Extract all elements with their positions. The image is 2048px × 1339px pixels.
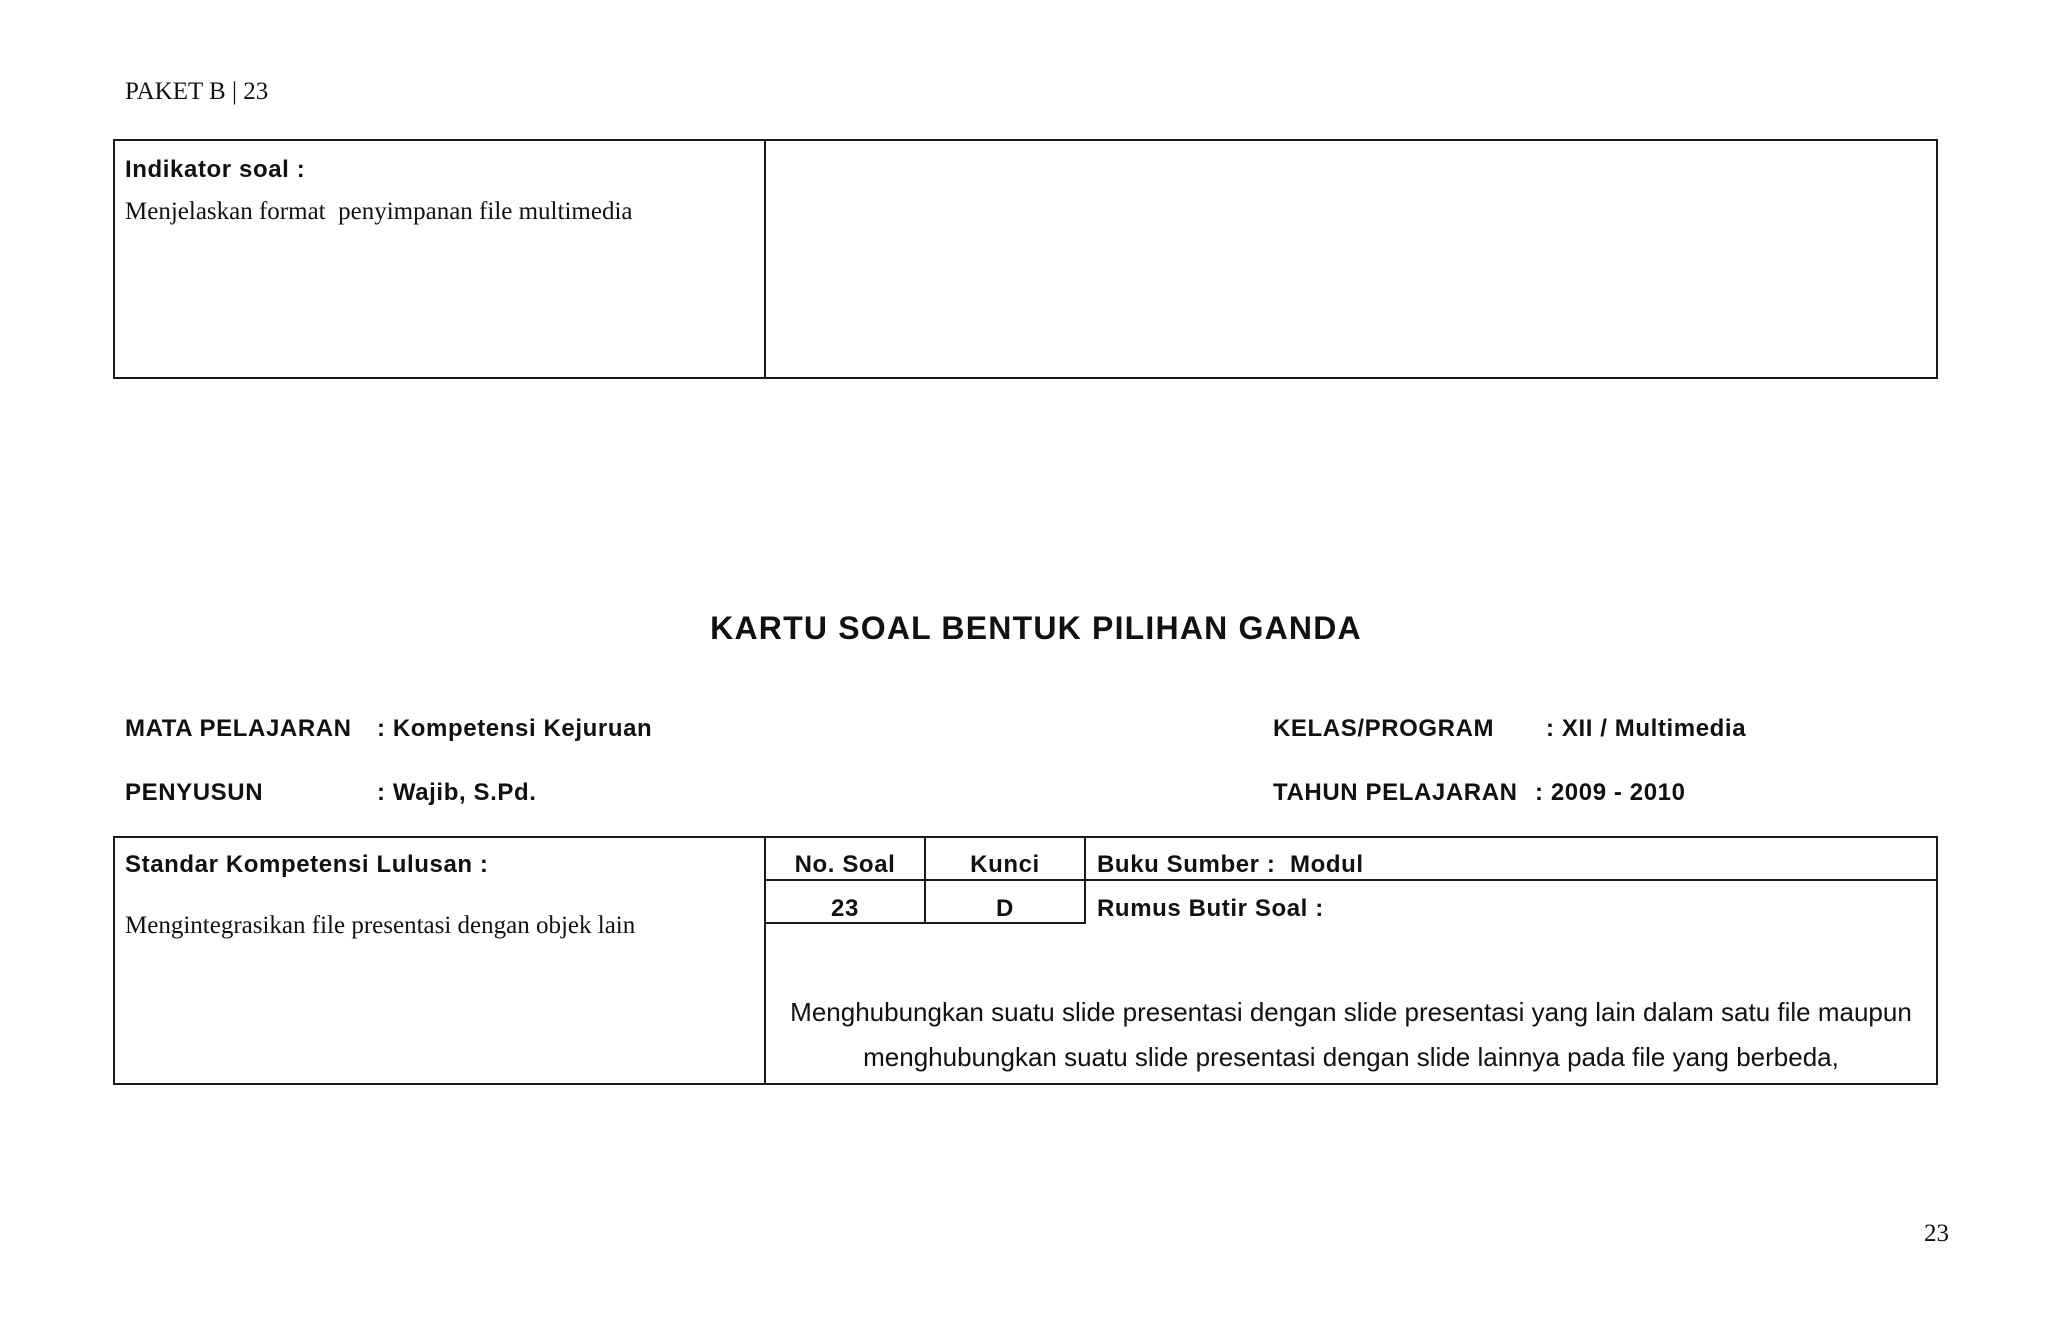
class-label: KELAS/PROGRAM xyxy=(1273,715,1495,742)
rumus-line-2: menghubungkan suatu slide presentasi dengan slide lainnya pada file yang berbeda, xyxy=(863,1042,1839,1072)
buku-sumber: Buku Sumber : Modul xyxy=(1097,851,1364,878)
indicator-table-divider xyxy=(764,139,766,379)
subject-label: MATA PELAJARAN xyxy=(125,715,352,742)
kunci-value: D xyxy=(996,895,1014,922)
indicator-text: Menjelaskan format penyimpanan file multimedia xyxy=(125,198,633,225)
subject-value: : Kompetensi Kejuruan xyxy=(377,715,653,742)
kunci-header: Kunci xyxy=(970,851,1040,878)
table-row-line-1 xyxy=(764,879,1938,881)
no-soal-value: 23 xyxy=(831,895,859,922)
author-value: : Wajib, S.Pd. xyxy=(377,779,537,806)
no-soal-header: No. Soal xyxy=(794,851,896,878)
skl-label: Standar Kompetensi Lulusan : xyxy=(125,851,489,878)
indicator-table xyxy=(113,139,1938,379)
year-label: TAHUN PELAJARAN xyxy=(1273,779,1518,806)
indicator-label: Indikator soal : xyxy=(125,156,306,183)
page-number: 23 xyxy=(1924,1220,1949,1247)
rumus-label: Rumus Butir Soal : xyxy=(1097,895,1324,922)
card-title: KARTU SOAL BENTUK PILIHAN GANDA xyxy=(710,610,1362,646)
class-value: : XII / Multimedia xyxy=(1546,715,1747,742)
page-header: PAKET B | 23 xyxy=(125,78,269,105)
year-value: : 2009 - 2010 xyxy=(1535,779,1686,806)
author-label: PENYUSUN xyxy=(125,779,264,806)
skl-text: Mengintegrasikan file presentasi dengan objek lain xyxy=(125,912,636,939)
rumus-line-1: Menghubungkan suatu slide presentasi dengan slide presentasi yang lain dalam satu file maupun xyxy=(790,997,1912,1027)
